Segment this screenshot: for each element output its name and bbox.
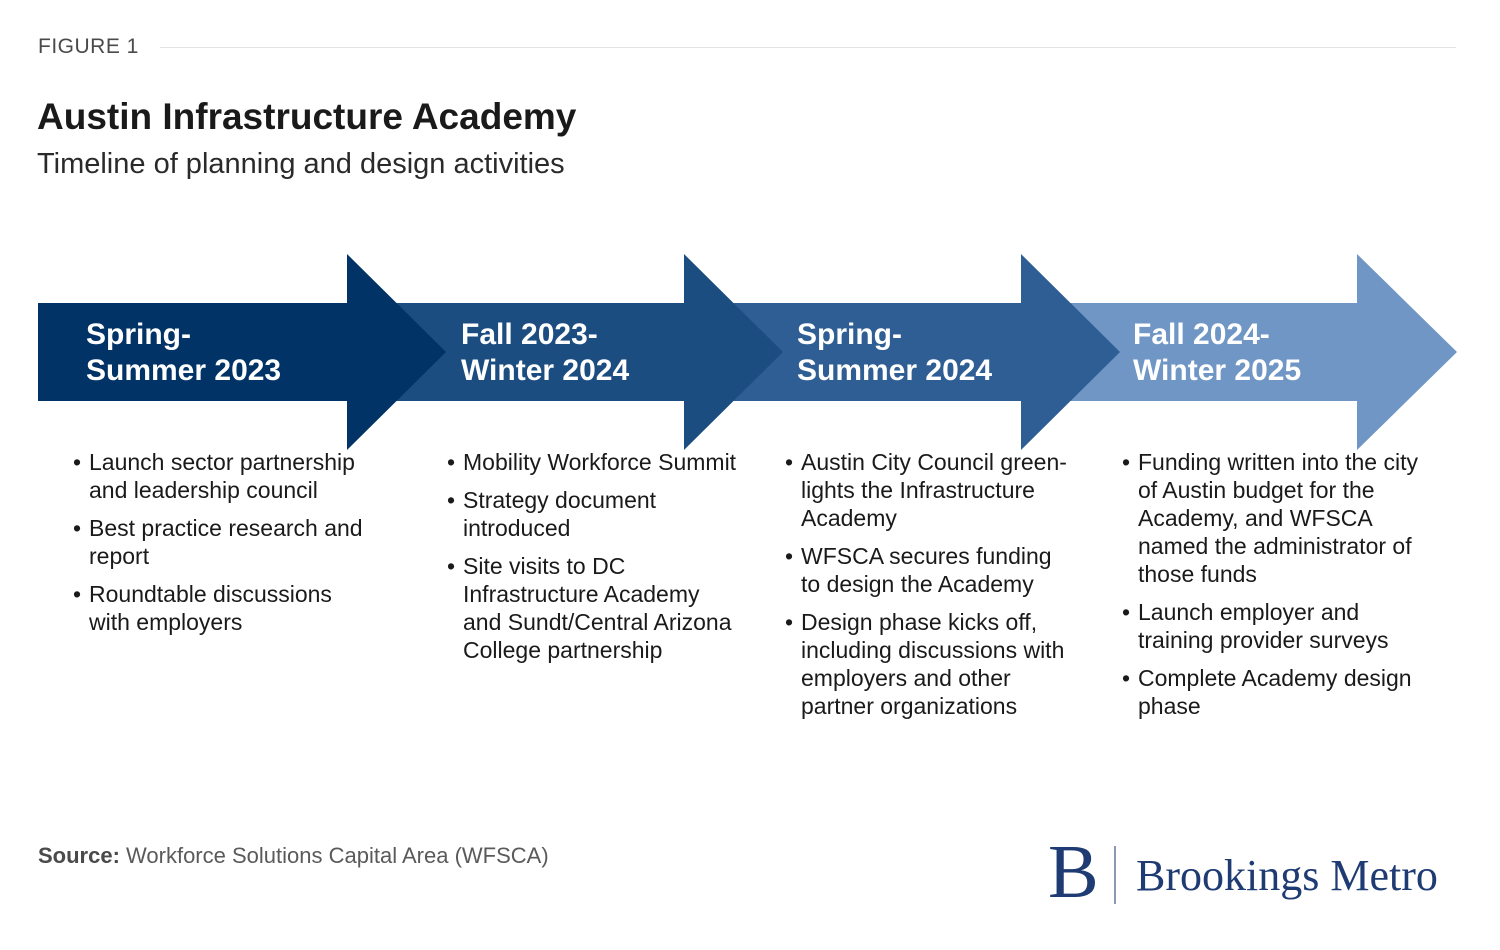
list-item: • Roundtable discussions with employers xyxy=(73,580,363,636)
list-item: • Best practice research and report xyxy=(73,514,363,570)
list-item: • Funding written into the city of Austin budget for the Academy, and WFSCA named the administrator of those funds xyxy=(1122,448,1422,588)
phase-1-activities xyxy=(73,448,363,646)
list-item: • Design phase kicks off, including discussions with employers and other partner organizations xyxy=(785,608,1075,720)
logo-text: Brookings Metro xyxy=(1136,851,1438,900)
phase-4-activities xyxy=(1122,448,1422,730)
list-item: • Site visits to DC Infrastructure Academy and Sundt/Central Arizona College partnership xyxy=(447,552,737,664)
list-item: • Launch employer and training provider surveys xyxy=(1122,598,1422,654)
source-note xyxy=(38,843,549,869)
figure-label: FIGURE 1 xyxy=(38,35,139,58)
source-text: Workforce Solutions Capital Area (WFSCA) xyxy=(119,843,549,868)
list-item: • Launch sector partnership and leadership council xyxy=(73,448,363,504)
list-item: • Strategy document introduced xyxy=(447,486,737,542)
phase-3-activities xyxy=(785,448,1075,730)
logo-mark: B xyxy=(1048,830,1099,914)
logo-divider xyxy=(1114,846,1116,904)
brookings-metro-logo xyxy=(1048,830,1458,914)
phase-4-label: Fall 2024- Winter 2025 xyxy=(1133,318,1302,387)
list-item: • Austin City Council green-lights the Infrastructure Academy xyxy=(785,448,1075,532)
list-item: • Complete Academy design phase xyxy=(1122,664,1422,720)
phase-2-activities xyxy=(447,448,737,674)
list-item: • WFSCA secures funding to design the Academy xyxy=(785,542,1075,598)
source-label: Source: xyxy=(38,843,120,868)
phase-3-label: Spring- Summer 2024 xyxy=(797,318,993,387)
phase-1-label: Spring- Summer 2023 xyxy=(86,318,282,387)
figure-subtitle: Timeline of planning and design activities xyxy=(37,148,565,180)
phase-2-label: Fall 2023- Winter 2024 xyxy=(461,318,630,387)
list-item: • Mobility Workforce Summit xyxy=(447,448,737,476)
figure-title: Austin Infrastructure Academy xyxy=(37,96,577,137)
